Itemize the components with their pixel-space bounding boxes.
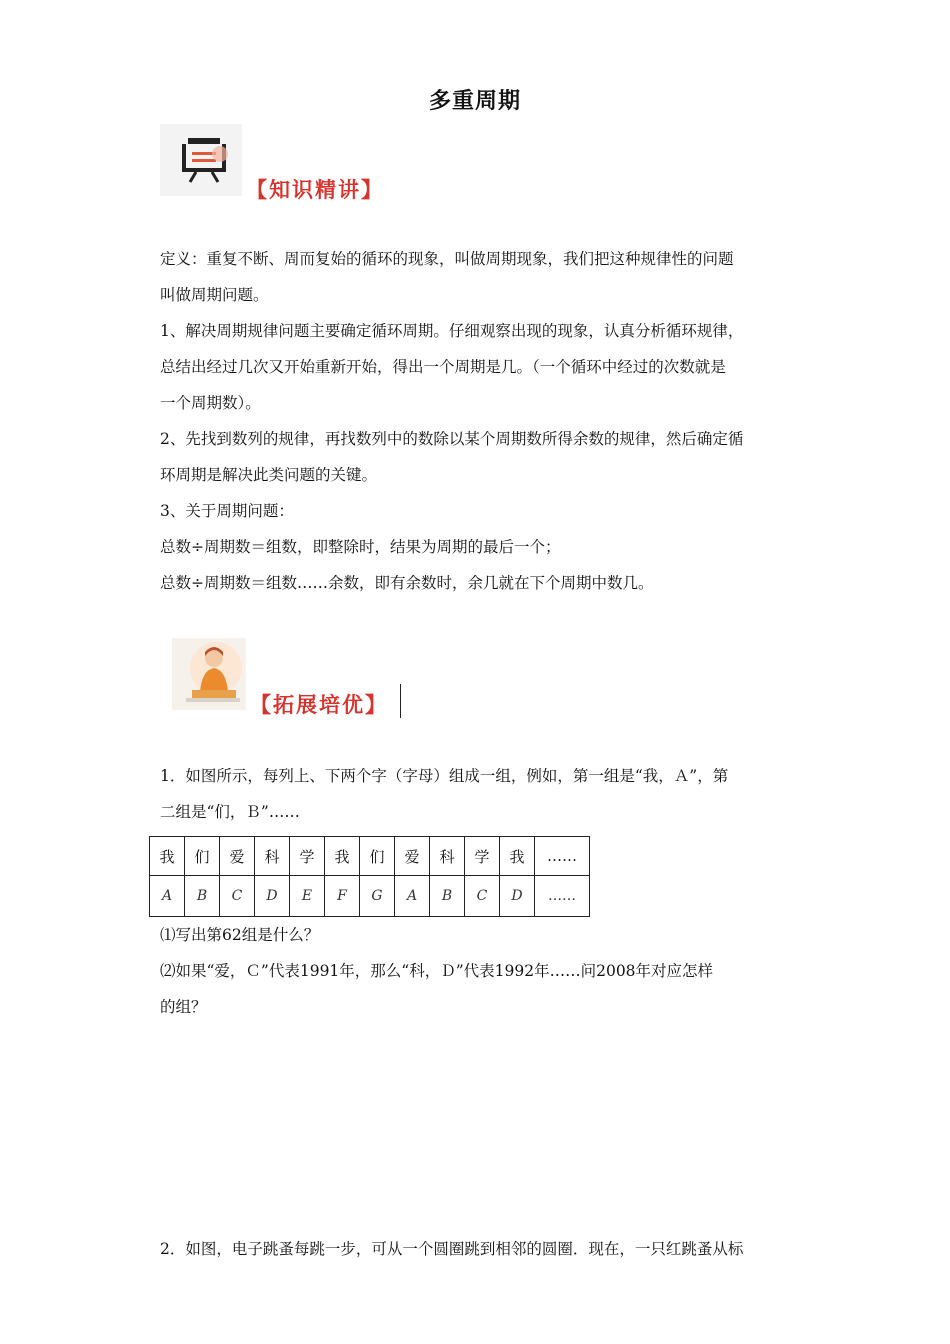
table-cell: 科 — [255, 837, 290, 876]
knowledge-body — [160, 241, 790, 601]
table-cell: 们 — [360, 837, 395, 876]
question-1: ⑴写出第62组是什么？ — [160, 926, 320, 944]
table-cell: C — [465, 876, 500, 917]
table-cell: 我 — [150, 837, 185, 876]
table-cell: 我 — [325, 837, 360, 876]
knowledge-section-label: 【知识精讲】 — [246, 178, 384, 202]
definition-line-2: 叫做周期问题。 — [160, 286, 269, 304]
point3-line-2: 总数÷周期数＝组数，即整除时，结果为周期的最后一个； — [160, 538, 561, 556]
table-cell: B — [185, 876, 220, 917]
table-cell: E — [290, 876, 325, 917]
table-cell: C — [220, 876, 255, 917]
teacher-avatar-icon — [172, 638, 246, 710]
table-cell: …… — [535, 837, 590, 876]
table-cell: 我 — [500, 837, 535, 876]
problem1-line-2: 二组是“们，Ｂ”…… — [160, 803, 300, 821]
point1-line-2: 总结出经过几次又开始重新开始，得出一个周期是几。（一个循环中经过的次数就是 — [160, 358, 726, 376]
table-cell: A — [150, 876, 185, 917]
table-cell: F — [325, 876, 360, 917]
point1-line-3: 一个周期数）。 — [160, 394, 261, 412]
table-cell: 爱 — [220, 837, 255, 876]
table-cell: D — [500, 876, 535, 917]
problem2-intro — [160, 1231, 790, 1267]
table-cell: 学 — [465, 837, 500, 876]
table-cell: 们 — [185, 837, 220, 876]
text-cursor-bar — [400, 684, 401, 718]
presentation-board-icon — [160, 124, 242, 196]
question-2-line-2: 的组？ — [160, 998, 207, 1016]
table-row-letters — [150, 876, 590, 917]
table-row-characters — [150, 837, 590, 876]
table-cell: G — [360, 876, 395, 917]
table-cell: B — [430, 876, 465, 917]
problem2-line-1: 2．如图，电子跳蚤每跳一步，可从一个圆圈跳到相邻的圆圈．现在，一只红跳蚤从标 — [160, 1240, 744, 1258]
point3-line-3: 总数÷周期数＝组数……余数，即有余数时，余几就在下个周期中数几。 — [160, 574, 654, 592]
table-cell: 学 — [290, 837, 325, 876]
sequence-table — [149, 836, 590, 917]
point3-line-1: 3、关于周期问题： — [160, 502, 294, 520]
table-cell: 科 — [430, 837, 465, 876]
point1-line-1: 1、解决周期规律问题主要确定循环周期。仔细观察出现的现象，认真分析循环规律， — [160, 322, 744, 340]
point2-line-2: 环周期是解决此类问题的关键。 — [160, 466, 378, 484]
table-cell: 爱 — [395, 837, 430, 876]
table-cell: A — [395, 876, 430, 917]
question-2-line-1: ⑵如果“爱，Ｃ”代表1991年，那么“科，Ｄ”代表1992年……问2008年对应怎样 — [160, 962, 714, 980]
problem1-line-1: 1．如图所示，每列上、下两个字（字母）组成一组，例如，第一组是“我，Ａ”，第 — [160, 767, 729, 785]
table-cell: D — [255, 876, 290, 917]
page-title: 多重周期 — [428, 89, 521, 114]
definition-line-1: 定义：重复不断、周而复始的循环的现象，叫做周期现象，我们把这种规律性的问题 — [160, 250, 734, 268]
problem1-questions — [160, 917, 790, 1025]
extension-section-label: 【拓展培优】 — [250, 693, 388, 717]
point2-line-1: 2、先找到数列的规律，再找数列中的数除以某个周期数所得余数的规律，然后确定循 — [160, 430, 744, 448]
table-cell: …… — [535, 876, 590, 917]
problem1-intro — [160, 758, 790, 830]
